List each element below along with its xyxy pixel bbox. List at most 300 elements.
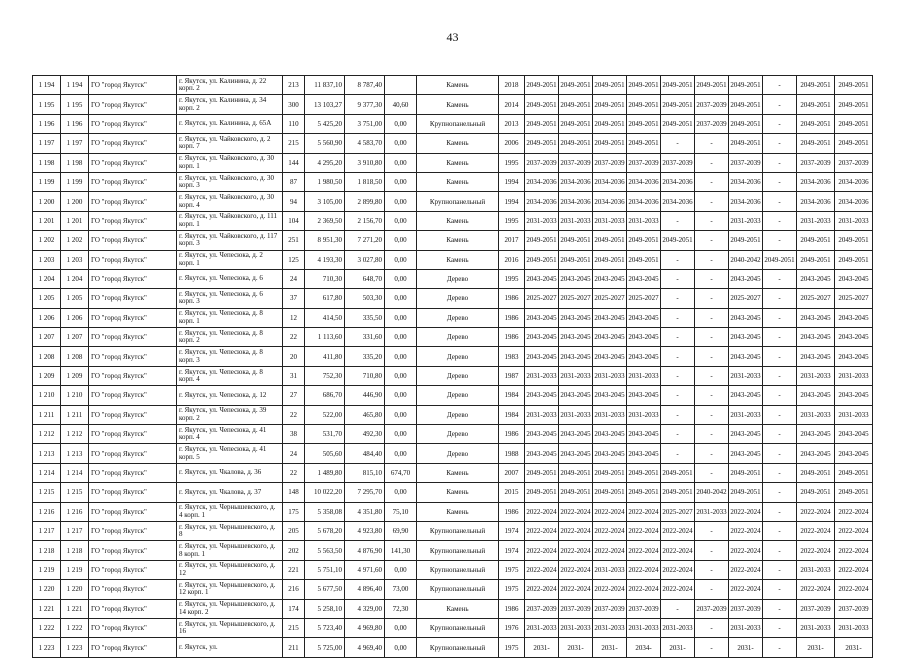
- cell-total-area: 5 560,90: [305, 134, 345, 153]
- cell-build-year: 1974: [499, 521, 525, 540]
- cell-period-10: 2034-2036: [835, 192, 873, 211]
- cell-build-year: 1984: [499, 386, 525, 405]
- cell-period-5: -: [661, 347, 695, 366]
- cell-period-9: 2049-2051: [797, 231, 835, 250]
- cell-house-number: 1 200: [61, 192, 89, 211]
- cell-period-9: 2031-2033: [797, 405, 835, 424]
- table-row: [33, 172, 873, 191]
- cell-residents: 38: [283, 425, 305, 444]
- table-row: [33, 599, 873, 618]
- cell-total-area: 5 723,40: [305, 618, 345, 637]
- cell-residents: 211: [283, 638, 305, 657]
- cell-period-8: -: [763, 269, 797, 288]
- cell-build-year: 1975: [499, 560, 525, 579]
- cell-municipality: ГО "город Якутск": [89, 231, 177, 250]
- cell-period-2: 2049-2051: [559, 76, 593, 95]
- table-row: [33, 269, 873, 288]
- cell-period-8: -: [763, 153, 797, 172]
- cell-period-6: 2037-2039: [695, 114, 729, 133]
- cell-period-6: -: [695, 308, 729, 327]
- cell-period-9: 2022-2024: [797, 580, 835, 599]
- cell-period-2: 2022-2024: [559, 521, 593, 540]
- cell-municipality: ГО "город Якутск": [89, 560, 177, 579]
- cell-period-3: 2037-2039: [593, 153, 627, 172]
- cell-period-5: 2022-2024: [661, 521, 695, 540]
- table-row: [33, 192, 873, 211]
- cell-period-9: 2049-2051: [797, 463, 835, 482]
- cell-period-10: 2022-2024: [835, 560, 873, 579]
- cell-house-number: 1 205: [61, 289, 89, 308]
- cell-period-7: 2049-2051: [729, 76, 763, 95]
- cell-period-6: -: [695, 580, 729, 599]
- table-row: [33, 134, 873, 153]
- cell-period-7: 2049-2051: [729, 231, 763, 250]
- cell-house-number: 1 215: [61, 483, 89, 502]
- cell-period-5: 2049-2051: [661, 95, 695, 114]
- cell-period-6: -: [695, 211, 729, 230]
- cell-period-7: 2037-2039: [729, 153, 763, 172]
- cell-period-9: 2031-2033: [797, 366, 835, 385]
- cell-period-2: 2043-2045: [559, 425, 593, 444]
- cell-period-9: 2031-2033: [797, 618, 835, 637]
- cell-period-1: 2043-2045: [525, 444, 559, 463]
- cell-wall-material: Камень: [417, 231, 499, 250]
- cell-wall-material: Камень: [417, 463, 499, 482]
- cell-house-number: 1 204: [61, 269, 89, 288]
- cell-total-area: 4 193,30: [305, 250, 345, 269]
- cell-period-7: 2043-2045: [729, 425, 763, 444]
- cell-total-area: 531,70: [305, 425, 345, 444]
- cell-residents: 221: [283, 560, 305, 579]
- cell-period-6: -: [695, 366, 729, 385]
- cell-period-3: 2049-2051: [593, 250, 627, 269]
- cell-row-number: 1 210: [33, 386, 61, 405]
- cell-period-7: 2040-2042: [729, 250, 763, 269]
- cell-wall-material: Камень: [417, 502, 499, 521]
- cell-living-area: 492,30: [345, 425, 385, 444]
- cell-row-number: 1 201: [33, 211, 61, 230]
- cell-house-number: 1 206: [61, 308, 89, 327]
- cell-period-7: 2049-2051: [729, 134, 763, 153]
- cell-total-area: 411,80: [305, 347, 345, 366]
- cell-period-1: 2025-2027: [525, 289, 559, 308]
- cell-wall-material: Дерево: [417, 308, 499, 327]
- cell-house-number: 1 221: [61, 599, 89, 618]
- cell-wall-material: Дерево: [417, 347, 499, 366]
- cell-period-2: 2031-: [559, 638, 593, 657]
- cell-period-2: 2049-2051: [559, 95, 593, 114]
- cell-residents: 12: [283, 308, 305, 327]
- table-row: [33, 521, 873, 540]
- cell-municipality: ГО "город Якутск": [89, 76, 177, 95]
- cell-wall-material: Крупнопанельный: [417, 521, 499, 540]
- cell-build-year: 1987: [499, 366, 525, 385]
- cell-period-9: 2022-2024: [797, 521, 835, 540]
- cell-period-5: -: [661, 289, 695, 308]
- cell-residents: 110: [283, 114, 305, 133]
- cell-municipality: ГО "город Якутск": [89, 483, 177, 502]
- cell-period-10: 2043-2045: [835, 269, 873, 288]
- cell-build-year: 2018: [499, 76, 525, 95]
- cell-municipality: ГО "город Якутск": [89, 95, 177, 114]
- cell-period-7: 2043-2045: [729, 308, 763, 327]
- cell-period-4: 2022-2024: [627, 521, 661, 540]
- cell-period-7: 2022-2024: [729, 521, 763, 540]
- cell-period-2: 2034-2036: [559, 172, 593, 191]
- cell-period-4: 2043-2045: [627, 425, 661, 444]
- cell-address: г. Якутск, ул. Чайковского, д. 30 корп. 4: [177, 192, 283, 211]
- cell-address: г. Якутск, ул. Чепесюка, д. 39 корп. 2: [177, 405, 283, 424]
- cell-build-year: 1986: [499, 425, 525, 444]
- cell-period-6: -: [695, 638, 729, 657]
- table-row: [33, 386, 873, 405]
- cell-house-number: 1 217: [61, 521, 89, 540]
- cell-period-10: 2049-2051: [835, 463, 873, 482]
- cell-period-4: 2043-2045: [627, 347, 661, 366]
- cell-period-6: -: [695, 289, 729, 308]
- cell-period-10: 2043-2045: [835, 328, 873, 347]
- cell-total-area: 522,00: [305, 405, 345, 424]
- cell-build-year: 2013: [499, 114, 525, 133]
- cell-living-area: 3 910,80: [345, 153, 385, 172]
- cell-living-area: 4 896,40: [345, 580, 385, 599]
- cell-period-2: 2031-2033: [559, 366, 593, 385]
- cell-period-2: 2043-2045: [559, 444, 593, 463]
- table-row: [33, 405, 873, 424]
- cell-period-4: 2031-2033: [627, 211, 661, 230]
- cell-period-2: 2022-2024: [559, 580, 593, 599]
- cell-wall-material: Дерево: [417, 386, 499, 405]
- cell-house-number: 1 194: [61, 76, 89, 95]
- cell-period-3: 2049-2051: [593, 231, 627, 250]
- cell-period-2: 2043-2045: [559, 347, 593, 366]
- cell-living-area: 503,30: [345, 289, 385, 308]
- cell-build-year: 1976: [499, 618, 525, 637]
- cell-address: г. Якутск, ул. Чепесюка, д. 8 корп. 3: [177, 347, 283, 366]
- cell-period-1: 2043-2045: [525, 386, 559, 405]
- cell-period-1: 2049-2051: [525, 231, 559, 250]
- cell-period-7: 2031-2033: [729, 405, 763, 424]
- cell-period-4: 2049-2051: [627, 463, 661, 482]
- cell-build-year: 1975: [499, 638, 525, 657]
- cell-period-3: 2049-2051: [593, 114, 627, 133]
- cell-living-area: 2 899,80: [345, 192, 385, 211]
- cell-row-number: 1 198: [33, 153, 61, 172]
- cell-period-7: 2022-2024: [729, 580, 763, 599]
- cell-period-4: 2034-: [627, 638, 661, 657]
- cell-period-6: -: [695, 386, 729, 405]
- cell-wall-material: Камень: [417, 483, 499, 502]
- cell-period-2: 2022-2024: [559, 560, 593, 579]
- cell-row-number: 1 196: [33, 114, 61, 133]
- cell-living-area: 9 377,30: [345, 95, 385, 114]
- cell-residents: 24: [283, 444, 305, 463]
- cell-period-3: 2025-2027: [593, 289, 627, 308]
- cell-row-number: 1 208: [33, 347, 61, 366]
- cell-total-area: 4 295,20: [305, 153, 345, 172]
- cell-address: г. Якутск, ул. Чепесюка, д. 41 корп. 4: [177, 425, 283, 444]
- cell-total-area: 5 425,20: [305, 114, 345, 133]
- cell-residents: 22: [283, 328, 305, 347]
- cell-period-9: 2049-2051: [797, 483, 835, 502]
- cell-living-area: 7 295,70: [345, 483, 385, 502]
- cell-municipality: ГО "город Якутск": [89, 463, 177, 482]
- cell-period-4: 2043-2045: [627, 444, 661, 463]
- cell-period-9: 2022-2024: [797, 502, 835, 521]
- cell-row-number: 1 215: [33, 483, 61, 502]
- cell-total-area: 5 258,10: [305, 599, 345, 618]
- cell-row-number: 1 199: [33, 172, 61, 191]
- cell-living-area: 4 583,70: [345, 134, 385, 153]
- cell-period-1: 2031-2033: [525, 366, 559, 385]
- cell-residents: 20: [283, 347, 305, 366]
- cell-wall-material: Камень: [417, 250, 499, 269]
- cell-period-5: 2031-2033: [661, 618, 695, 637]
- cell-wall-material: Дерево: [417, 425, 499, 444]
- cell-nonliving-area: 0,00: [385, 172, 417, 191]
- cell-period-10: 2031-: [835, 638, 873, 657]
- cell-address: г. Якутск, ул. Чайковского, д. 30 корп. 1: [177, 153, 283, 172]
- cell-row-number: 1 218: [33, 541, 61, 560]
- cell-wall-material: Крупнопанельный: [417, 192, 499, 211]
- cell-build-year: 1986: [499, 289, 525, 308]
- cell-period-2: 2043-2045: [559, 308, 593, 327]
- cell-nonliving-area: 73,00: [385, 580, 417, 599]
- cell-period-8: -: [763, 95, 797, 114]
- table-row: [33, 638, 873, 657]
- cell-period-3: 2031-: [593, 638, 627, 657]
- cell-period-7: 2022-2024: [729, 541, 763, 560]
- cell-nonliving-area: 0,00: [385, 134, 417, 153]
- cell-house-number: 1 203: [61, 250, 89, 269]
- cell-residents: 87: [283, 172, 305, 191]
- cell-period-10: 2037-2039: [835, 599, 873, 618]
- cell-period-9: 2049-2051: [797, 95, 835, 114]
- cell-period-10: 2022-2024: [835, 580, 873, 599]
- cell-period-7: 2043-2045: [729, 328, 763, 347]
- cell-period-6: -: [695, 463, 729, 482]
- cell-period-4: 2049-2051: [627, 134, 661, 153]
- cell-total-area: 617,80: [305, 289, 345, 308]
- cell-residents: 144: [283, 153, 305, 172]
- cell-period-4: 2049-2051: [627, 114, 661, 133]
- cell-period-10: 2031-2033: [835, 211, 873, 230]
- cell-municipality: ГО "город Якутск": [89, 502, 177, 521]
- cell-address: г. Якутск, ул. Чайковского, д. 117 корп. 3: [177, 231, 283, 250]
- cell-nonliving-area: 0,00: [385, 328, 417, 347]
- cell-period-6: -: [695, 328, 729, 347]
- cell-period-1: 2022-2024: [525, 541, 559, 560]
- cell-nonliving-area: 0,00: [385, 560, 417, 579]
- cell-address: г. Якутск, ул.: [177, 638, 283, 657]
- cell-living-area: 484,40: [345, 444, 385, 463]
- cell-municipality: ГО "город Якутск": [89, 618, 177, 637]
- cell-period-1: 2031-2033: [525, 211, 559, 230]
- cell-period-8: -: [763, 425, 797, 444]
- cell-residents: 22: [283, 463, 305, 482]
- cell-period-10: 2043-2045: [835, 347, 873, 366]
- table-row: [33, 250, 873, 269]
- cell-period-2: 2043-2045: [559, 269, 593, 288]
- cell-total-area: 1 113,60: [305, 328, 345, 347]
- cell-period-8: -: [763, 134, 797, 153]
- cell-address: г. Якутск, ул. Чернышевского, д. 14 корп. 2: [177, 599, 283, 618]
- cell-wall-material: Крупнопанельный: [417, 541, 499, 560]
- cell-living-area: 4 923,80: [345, 521, 385, 540]
- cell-period-3: 2043-2045: [593, 328, 627, 347]
- cell-period-8: 2049-2051: [763, 250, 797, 269]
- cell-build-year: 1986: [499, 502, 525, 521]
- cell-period-3: 2022-2024: [593, 541, 627, 560]
- cell-wall-material: Дерево: [417, 444, 499, 463]
- cell-living-area: 4 329,00: [345, 599, 385, 618]
- cell-period-8: -: [763, 366, 797, 385]
- cell-wall-material: Камень: [417, 95, 499, 114]
- cell-period-1: 2022-2024: [525, 580, 559, 599]
- cell-house-number: 1 210: [61, 386, 89, 405]
- cell-row-number: 1 202: [33, 231, 61, 250]
- cell-nonliving-area: 674,70: [385, 463, 417, 482]
- cell-period-5: 2022-2024: [661, 580, 695, 599]
- cell-wall-material: Камень: [417, 153, 499, 172]
- cell-period-9: 2031-: [797, 638, 835, 657]
- cell-residents: 148: [283, 483, 305, 502]
- cell-residents: 104: [283, 211, 305, 230]
- cell-period-4: 2037-2039: [627, 599, 661, 618]
- cell-total-area: 10 022,20: [305, 483, 345, 502]
- cell-period-3: 2031-2033: [593, 618, 627, 637]
- cell-row-number: 1 205: [33, 289, 61, 308]
- cell-period-10: 2049-2051: [835, 114, 873, 133]
- cell-nonliving-area: 0,00: [385, 618, 417, 637]
- cell-nonliving-area: 141,30: [385, 541, 417, 560]
- cell-period-4: 2022-2024: [627, 580, 661, 599]
- cell-address: г. Якутск, ул. Чернышевского, д. 12 корп. 1: [177, 580, 283, 599]
- cell-municipality: ГО "город Якутск": [89, 289, 177, 308]
- cell-period-5: -: [661, 211, 695, 230]
- cell-municipality: ГО "город Якутск": [89, 269, 177, 288]
- cell-period-6: 2037-2039: [695, 599, 729, 618]
- cell-residents: 31: [283, 366, 305, 385]
- cell-period-1: 2049-2051: [525, 95, 559, 114]
- cell-period-10: 2049-2051: [835, 76, 873, 95]
- cell-period-1: 2049-2051: [525, 134, 559, 153]
- cell-period-6: -: [695, 347, 729, 366]
- cell-period-6: -: [695, 134, 729, 153]
- cell-period-10: 2022-2024: [835, 541, 873, 560]
- cell-nonliving-area: 75,10: [385, 502, 417, 521]
- cell-period-10: 2031-2033: [835, 405, 873, 424]
- cell-period-8: -: [763, 308, 797, 327]
- cell-period-10: 2037-2039: [835, 153, 873, 172]
- cell-living-area: 3 751,00: [345, 114, 385, 133]
- cell-municipality: ГО "город Якутск": [89, 192, 177, 211]
- cell-period-8: -: [763, 560, 797, 579]
- cell-residents: 300: [283, 95, 305, 114]
- cell-nonliving-area: 0,00: [385, 425, 417, 444]
- cell-period-2: 2043-2045: [559, 386, 593, 405]
- cell-wall-material: Крупнопанельный: [417, 114, 499, 133]
- cell-period-1: 2049-2051: [525, 250, 559, 269]
- cell-period-7: 2049-2051: [729, 463, 763, 482]
- cell-wall-material: Дерево: [417, 366, 499, 385]
- cell-municipality: ГО "город Якутск": [89, 541, 177, 560]
- cell-period-5: -: [661, 405, 695, 424]
- cell-period-2: 2034-2036: [559, 192, 593, 211]
- cell-period-9: 2049-2051: [797, 76, 835, 95]
- cell-house-number: 1 199: [61, 172, 89, 191]
- cell-period-5: 2025-2027: [661, 502, 695, 521]
- cell-total-area: 11 837,10: [305, 76, 345, 95]
- cell-address: г. Якутск, ул. Калинина, д. 34 корп. 2: [177, 95, 283, 114]
- cell-period-10: 2043-2045: [835, 386, 873, 405]
- cell-residents: 174: [283, 599, 305, 618]
- cell-period-4: 2049-2051: [627, 95, 661, 114]
- cell-address: г. Якутск, ул. Чернышевского, д. 8: [177, 521, 283, 540]
- cell-period-6: -: [695, 560, 729, 579]
- cell-period-10: 2043-2045: [835, 308, 873, 327]
- cell-house-number: 1 197: [61, 134, 89, 153]
- cell-period-2: 2031-2033: [559, 211, 593, 230]
- cell-period-3: 2034-2036: [593, 172, 627, 191]
- cell-build-year: 2017: [499, 231, 525, 250]
- cell-row-number: 1 207: [33, 328, 61, 347]
- cell-period-5: 2034-2036: [661, 192, 695, 211]
- cell-period-8: -: [763, 541, 797, 560]
- cell-residents: 213: [283, 76, 305, 95]
- cell-period-10: 2049-2051: [835, 231, 873, 250]
- cell-address: г. Якутск, ул. Чкалова, д. 37: [177, 483, 283, 502]
- cell-period-1: 2034-2036: [525, 172, 559, 191]
- cell-period-6: 2031-2033: [695, 502, 729, 521]
- cell-living-area: 4 969,80: [345, 618, 385, 637]
- cell-nonliving-area: 0,00: [385, 444, 417, 463]
- cell-period-8: -: [763, 483, 797, 502]
- cell-period-5: 2049-2051: [661, 483, 695, 502]
- cell-period-6: 2040-2042: [695, 483, 729, 502]
- cell-nonliving-area: 0,00: [385, 192, 417, 211]
- cell-period-9: 2034-2036: [797, 172, 835, 191]
- cell-period-5: -: [661, 366, 695, 385]
- cell-municipality: ГО "город Якутск": [89, 425, 177, 444]
- cell-period-10: 2022-2024: [835, 502, 873, 521]
- cell-period-8: -: [763, 502, 797, 521]
- cell-nonliving-area: 0,00: [385, 638, 417, 657]
- cell-municipality: ГО "город Якутск": [89, 211, 177, 230]
- cell-build-year: 1983: [499, 347, 525, 366]
- cell-period-5: 2022-2024: [661, 560, 695, 579]
- cell-period-8: -: [763, 444, 797, 463]
- cell-period-1: 2031-: [525, 638, 559, 657]
- cell-municipality: ГО "город Якутск": [89, 328, 177, 347]
- table-row: [33, 328, 873, 347]
- cell-row-number: 1 197: [33, 134, 61, 153]
- cell-residents: 94: [283, 192, 305, 211]
- cell-build-year: 1994: [499, 172, 525, 191]
- table-row: [33, 347, 873, 366]
- cell-period-7: 2031-2033: [729, 618, 763, 637]
- cell-period-4: 2043-2045: [627, 308, 661, 327]
- cell-period-4: 2034-2036: [627, 172, 661, 191]
- cell-row-number: 1 222: [33, 618, 61, 637]
- cell-period-9: 2043-2045: [797, 444, 835, 463]
- cell-period-7: 2049-2051: [729, 114, 763, 133]
- cell-nonliving-area: 0,00: [385, 308, 417, 327]
- cell-period-3: 2043-2045: [593, 425, 627, 444]
- cell-address: г. Якутск, ул. Чайковского, д. 30 корп. 3: [177, 172, 283, 191]
- cell-period-5: -: [661, 425, 695, 444]
- table-row: [33, 463, 873, 482]
